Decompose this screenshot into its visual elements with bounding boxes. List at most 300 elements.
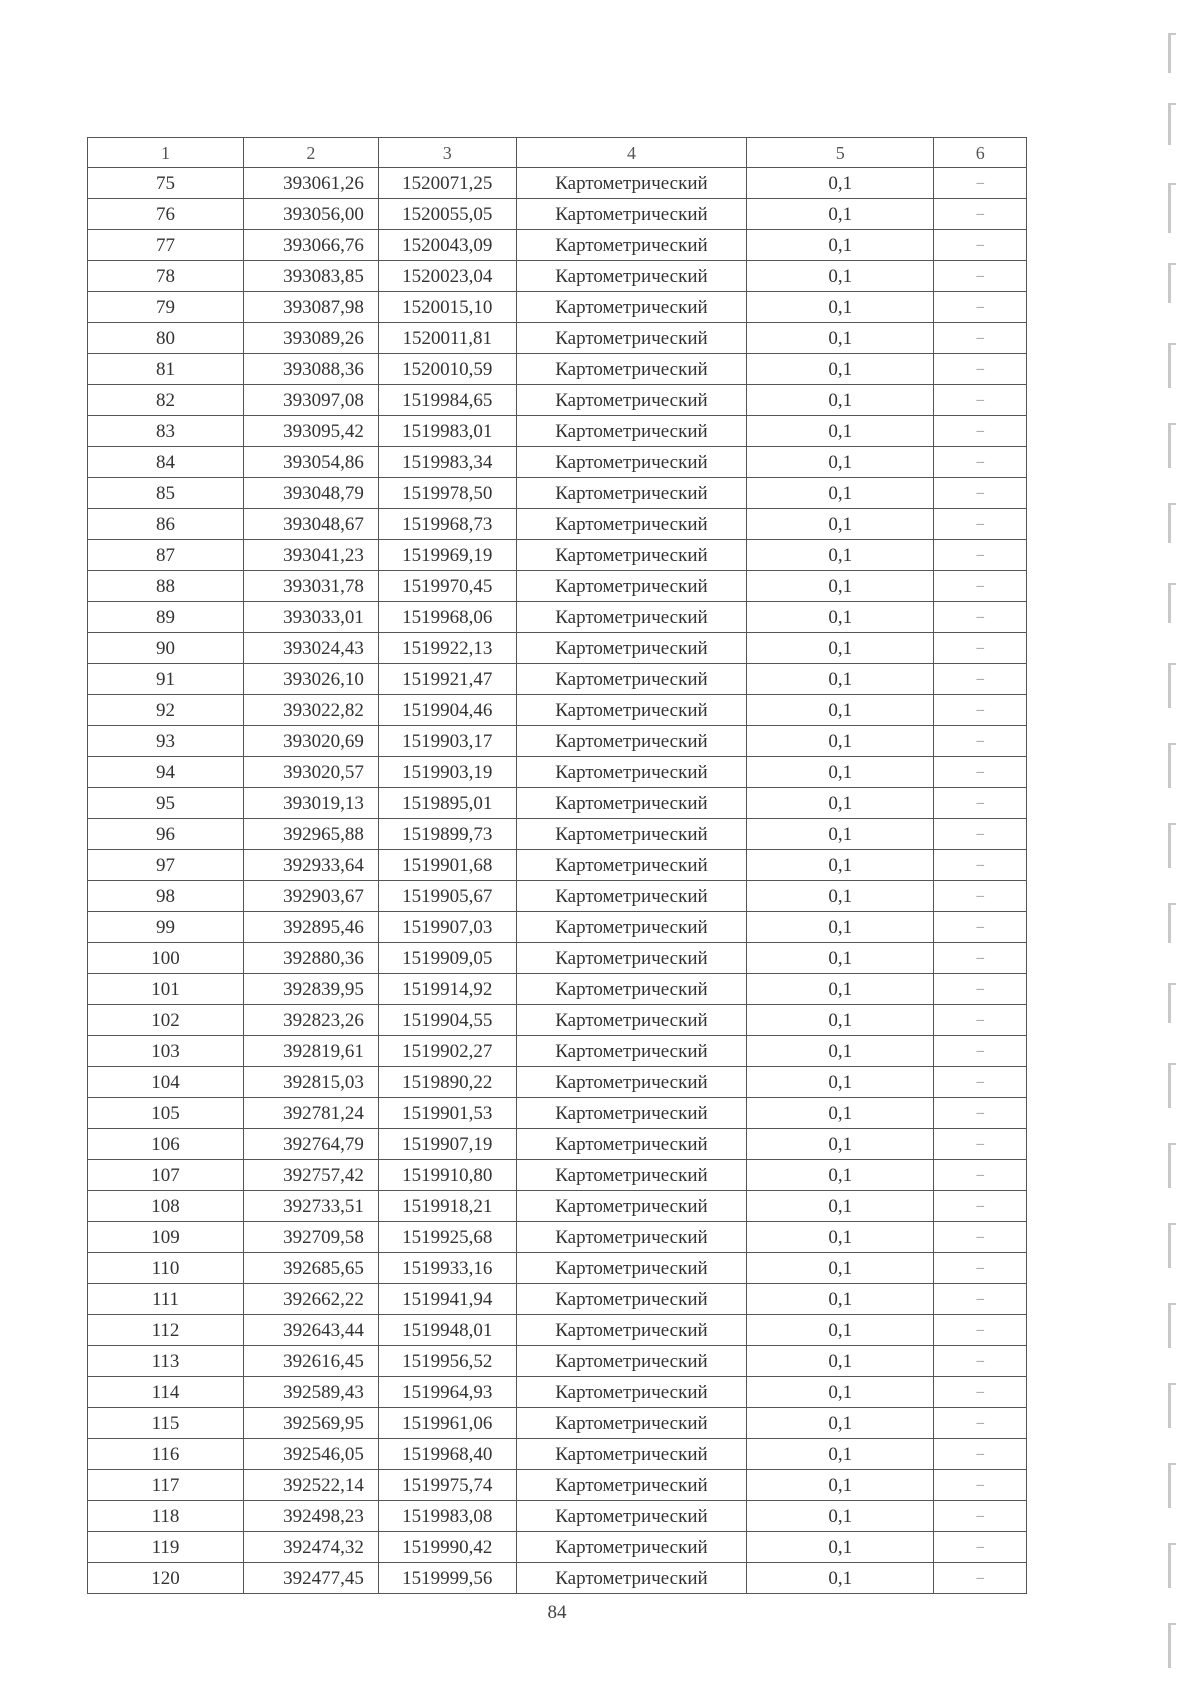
point-number-cell: 108 bbox=[88, 1191, 244, 1222]
y-coordinate-cell: 1519964,93 bbox=[378, 1377, 516, 1408]
method-cell: Картометрический bbox=[516, 540, 746, 571]
method-cell: Картометрический bbox=[516, 1470, 746, 1501]
note-cell: – bbox=[934, 571, 1027, 602]
note-cell: – bbox=[934, 1129, 1027, 1160]
point-number-cell: 93 bbox=[88, 726, 244, 757]
point-number-cell: 101 bbox=[88, 974, 244, 1005]
x-coordinate-cell: 393087,98 bbox=[243, 292, 378, 323]
point-number-cell: 116 bbox=[88, 1439, 244, 1470]
y-coordinate-cell: 1519901,53 bbox=[378, 1098, 516, 1129]
header-cell-5: 5 bbox=[747, 138, 934, 168]
table-row bbox=[88, 757, 1027, 788]
table-row bbox=[88, 540, 1027, 571]
note-cell: – bbox=[934, 1222, 1027, 1253]
accuracy-cell: 0,1 bbox=[747, 1067, 934, 1098]
accuracy-cell: 0,1 bbox=[747, 168, 934, 199]
x-coordinate-cell: 393088,36 bbox=[243, 354, 378, 385]
table-row bbox=[88, 695, 1027, 726]
table-row bbox=[88, 1470, 1027, 1501]
accuracy-cell: 0,1 bbox=[747, 1160, 934, 1191]
method-cell: Картометрический bbox=[516, 974, 746, 1005]
accuracy-cell: 0,1 bbox=[747, 478, 934, 509]
y-coordinate-cell: 1519918,21 bbox=[378, 1191, 516, 1222]
y-coordinate-cell: 1519983,34 bbox=[378, 447, 516, 478]
accuracy-cell: 0,1 bbox=[747, 1470, 934, 1501]
x-coordinate-cell: 393033,01 bbox=[243, 602, 378, 633]
note-cell: – bbox=[934, 602, 1027, 633]
x-coordinate-cell: 392662,22 bbox=[243, 1284, 378, 1315]
accuracy-cell: 0,1 bbox=[747, 664, 934, 695]
table-row bbox=[88, 1253, 1027, 1284]
accuracy-cell: 0,1 bbox=[747, 292, 934, 323]
accuracy-cell: 0,1 bbox=[747, 1036, 934, 1067]
x-coordinate-cell: 392965,88 bbox=[243, 819, 378, 850]
note-cell: – bbox=[934, 199, 1027, 230]
table-row bbox=[88, 571, 1027, 602]
table-row bbox=[88, 633, 1027, 664]
note-cell: – bbox=[934, 1191, 1027, 1222]
accuracy-cell: 0,1 bbox=[747, 385, 934, 416]
table-row bbox=[88, 1346, 1027, 1377]
y-coordinate-cell: 1519903,17 bbox=[378, 726, 516, 757]
accuracy-cell: 0,1 bbox=[747, 850, 934, 881]
x-coordinate-cell: 393066,76 bbox=[243, 230, 378, 261]
note-cell: – bbox=[934, 1532, 1027, 1563]
header-cell-6: 6 bbox=[934, 138, 1027, 168]
note-cell: – bbox=[934, 1160, 1027, 1191]
x-coordinate-cell: 392933,64 bbox=[243, 850, 378, 881]
y-coordinate-cell: 1519941,94 bbox=[378, 1284, 516, 1315]
point-number-cell: 111 bbox=[88, 1284, 244, 1315]
point-number-cell: 95 bbox=[88, 788, 244, 819]
point-number-cell: 94 bbox=[88, 757, 244, 788]
accuracy-cell: 0,1 bbox=[747, 602, 934, 633]
x-coordinate-cell: 392474,32 bbox=[243, 1532, 378, 1563]
method-cell: Картометрический bbox=[516, 819, 746, 850]
point-number-cell: 112 bbox=[88, 1315, 244, 1346]
note-cell: – bbox=[934, 447, 1027, 478]
point-number-cell: 87 bbox=[88, 540, 244, 571]
x-coordinate-cell: 393041,23 bbox=[243, 540, 378, 571]
point-number-cell: 99 bbox=[88, 912, 244, 943]
y-coordinate-cell: 1519978,50 bbox=[378, 478, 516, 509]
y-coordinate-cell: 1519904,55 bbox=[378, 1005, 516, 1036]
note-cell: – bbox=[934, 168, 1027, 199]
table-row bbox=[88, 261, 1027, 292]
x-coordinate-cell: 392616,45 bbox=[243, 1346, 378, 1377]
y-coordinate-cell: 1519921,47 bbox=[378, 664, 516, 695]
x-coordinate-cell: 392522,14 bbox=[243, 1470, 378, 1501]
y-coordinate-cell: 1519999,56 bbox=[378, 1563, 516, 1594]
point-number-cell: 110 bbox=[88, 1253, 244, 1284]
point-number-cell: 80 bbox=[88, 323, 244, 354]
x-coordinate-cell: 392819,61 bbox=[243, 1036, 378, 1067]
y-coordinate-cell: 1519895,01 bbox=[378, 788, 516, 819]
method-cell: Картометрический bbox=[516, 478, 746, 509]
y-coordinate-cell: 1519909,05 bbox=[378, 943, 516, 974]
y-coordinate-cell: 1519904,46 bbox=[378, 695, 516, 726]
table-row bbox=[88, 1005, 1027, 1036]
accuracy-cell: 0,1 bbox=[747, 819, 934, 850]
accuracy-cell: 0,1 bbox=[747, 1222, 934, 1253]
table-row bbox=[88, 943, 1027, 974]
table-row bbox=[88, 726, 1027, 757]
table-row bbox=[88, 1408, 1027, 1439]
x-coordinate-cell: 392569,95 bbox=[243, 1408, 378, 1439]
note-cell: – bbox=[934, 1067, 1027, 1098]
note-cell: – bbox=[934, 509, 1027, 540]
note-cell: – bbox=[934, 1408, 1027, 1439]
table-row bbox=[88, 416, 1027, 447]
header-cell-1: 1 bbox=[88, 138, 244, 168]
x-coordinate-cell: 393061,26 bbox=[243, 168, 378, 199]
y-coordinate-cell: 1519933,16 bbox=[378, 1253, 516, 1284]
accuracy-cell: 0,1 bbox=[747, 1377, 934, 1408]
accuracy-cell: 0,1 bbox=[747, 974, 934, 1005]
method-cell: Картометрический bbox=[516, 1191, 746, 1222]
accuracy-cell: 0,1 bbox=[747, 726, 934, 757]
y-coordinate-cell: 1519899,73 bbox=[378, 819, 516, 850]
note-cell: – bbox=[934, 1501, 1027, 1532]
method-cell: Картометрический bbox=[516, 664, 746, 695]
point-number-cell: 105 bbox=[88, 1098, 244, 1129]
y-coordinate-cell: 1519910,80 bbox=[378, 1160, 516, 1191]
method-cell: Картометрический bbox=[516, 912, 746, 943]
x-coordinate-cell: 393022,82 bbox=[243, 695, 378, 726]
point-number-cell: 104 bbox=[88, 1067, 244, 1098]
y-coordinate-cell: 1519956,52 bbox=[378, 1346, 516, 1377]
accuracy-cell: 0,1 bbox=[747, 509, 934, 540]
note-cell: – bbox=[934, 850, 1027, 881]
x-coordinate-cell: 392903,67 bbox=[243, 881, 378, 912]
accuracy-cell: 0,1 bbox=[747, 757, 934, 788]
point-number-cell: 113 bbox=[88, 1346, 244, 1377]
method-cell: Картометрический bbox=[516, 1377, 746, 1408]
point-number-cell: 89 bbox=[88, 602, 244, 633]
note-cell: – bbox=[934, 943, 1027, 974]
note-cell: – bbox=[934, 1253, 1027, 1284]
point-number-cell: 117 bbox=[88, 1470, 244, 1501]
x-coordinate-cell: 393056,00 bbox=[243, 199, 378, 230]
x-coordinate-cell: 392764,79 bbox=[243, 1129, 378, 1160]
method-cell: Картометрический bbox=[516, 881, 746, 912]
x-coordinate-cell: 393054,86 bbox=[243, 447, 378, 478]
point-number-cell: 77 bbox=[88, 230, 244, 261]
x-coordinate-cell: 392589,43 bbox=[243, 1377, 378, 1408]
point-number-cell: 83 bbox=[88, 416, 244, 447]
x-coordinate-cell: 393020,69 bbox=[243, 726, 378, 757]
method-cell: Картометрический bbox=[516, 1129, 746, 1160]
table-row bbox=[88, 385, 1027, 416]
note-cell: – bbox=[934, 1036, 1027, 1067]
coordinates-table bbox=[87, 137, 1027, 1594]
point-number-cell: 100 bbox=[88, 943, 244, 974]
x-coordinate-cell: 393048,67 bbox=[243, 509, 378, 540]
method-cell: Картометрический bbox=[516, 261, 746, 292]
note-cell: – bbox=[934, 1005, 1027, 1036]
table-body bbox=[88, 138, 1027, 1594]
note-cell: – bbox=[934, 292, 1027, 323]
note-cell: – bbox=[934, 1098, 1027, 1129]
method-cell: Картометрический bbox=[516, 1036, 746, 1067]
x-coordinate-cell: 393048,79 bbox=[243, 478, 378, 509]
accuracy-cell: 0,1 bbox=[747, 540, 934, 571]
accuracy-cell: 0,1 bbox=[747, 1346, 934, 1377]
method-cell: Картометрический bbox=[516, 1315, 746, 1346]
x-coordinate-cell: 392546,05 bbox=[243, 1439, 378, 1470]
method-cell: Картометрический bbox=[516, 323, 746, 354]
table-row bbox=[88, 602, 1027, 633]
note-cell: – bbox=[934, 1315, 1027, 1346]
table-row bbox=[88, 447, 1027, 478]
note-cell: – bbox=[934, 261, 1027, 292]
note-cell: – bbox=[934, 726, 1027, 757]
x-coordinate-cell: 393083,85 bbox=[243, 261, 378, 292]
accuracy-cell: 0,1 bbox=[747, 1129, 934, 1160]
accuracy-cell: 0,1 bbox=[747, 323, 934, 354]
point-number-cell: 102 bbox=[88, 1005, 244, 1036]
method-cell: Картометрический bbox=[516, 757, 746, 788]
method-cell: Картометрический bbox=[516, 850, 746, 881]
note-cell: – bbox=[934, 478, 1027, 509]
x-coordinate-cell: 392823,26 bbox=[243, 1005, 378, 1036]
x-coordinate-cell: 392498,23 bbox=[243, 1501, 378, 1532]
point-number-cell: 106 bbox=[88, 1129, 244, 1160]
point-number-cell: 96 bbox=[88, 819, 244, 850]
point-number-cell: 98 bbox=[88, 881, 244, 912]
method-cell: Картометрический bbox=[516, 509, 746, 540]
y-coordinate-cell: 1519907,19 bbox=[378, 1129, 516, 1160]
accuracy-cell: 0,1 bbox=[747, 1408, 934, 1439]
accuracy-cell: 0,1 bbox=[747, 1563, 934, 1594]
table-row bbox=[88, 354, 1027, 385]
table-row bbox=[88, 912, 1027, 943]
page-number: 84 bbox=[547, 1602, 567, 1623]
x-coordinate-cell: 393095,42 bbox=[243, 416, 378, 447]
accuracy-cell: 0,1 bbox=[747, 912, 934, 943]
point-number-cell: 107 bbox=[88, 1160, 244, 1191]
accuracy-cell: 0,1 bbox=[747, 788, 934, 819]
point-number-cell: 81 bbox=[88, 354, 244, 385]
note-cell: – bbox=[934, 757, 1027, 788]
method-cell: Картометрический bbox=[516, 1346, 746, 1377]
table-row bbox=[88, 850, 1027, 881]
method-cell: Картометрический bbox=[516, 571, 746, 602]
y-coordinate-cell: 1519901,68 bbox=[378, 850, 516, 881]
y-coordinate-cell: 1520071,25 bbox=[378, 168, 516, 199]
x-coordinate-cell: 392477,45 bbox=[243, 1563, 378, 1594]
point-number-cell: 103 bbox=[88, 1036, 244, 1067]
point-number-cell: 84 bbox=[88, 447, 244, 478]
table-row bbox=[88, 323, 1027, 354]
y-coordinate-cell: 1519983,08 bbox=[378, 1501, 516, 1532]
method-cell: Картометрический bbox=[516, 1067, 746, 1098]
note-cell: – bbox=[934, 788, 1027, 819]
method-cell: Картометрический bbox=[516, 1439, 746, 1470]
table-row bbox=[88, 199, 1027, 230]
method-cell: Картометрический bbox=[516, 1005, 746, 1036]
table-row bbox=[88, 1098, 1027, 1129]
method-cell: Картометрический bbox=[516, 633, 746, 664]
note-cell: – bbox=[934, 385, 1027, 416]
accuracy-cell: 0,1 bbox=[747, 1098, 934, 1129]
y-coordinate-cell: 1519984,65 bbox=[378, 385, 516, 416]
table-row bbox=[88, 1439, 1027, 1470]
method-cell: Картометрический bbox=[516, 726, 746, 757]
method-cell: Картометрический bbox=[516, 602, 746, 633]
method-cell: Картометрический bbox=[516, 354, 746, 385]
note-cell: – bbox=[934, 664, 1027, 695]
accuracy-cell: 0,1 bbox=[747, 199, 934, 230]
note-cell: – bbox=[934, 230, 1027, 261]
point-number-cell: 118 bbox=[88, 1501, 244, 1532]
method-cell: Картометрический bbox=[516, 230, 746, 261]
note-cell: – bbox=[934, 1439, 1027, 1470]
x-coordinate-cell: 393089,26 bbox=[243, 323, 378, 354]
y-coordinate-cell: 1519968,40 bbox=[378, 1439, 516, 1470]
method-cell: Картометрический bbox=[516, 447, 746, 478]
point-number-cell: 97 bbox=[88, 850, 244, 881]
accuracy-cell: 0,1 bbox=[747, 261, 934, 292]
accuracy-cell: 0,1 bbox=[747, 1253, 934, 1284]
method-cell: Картометрический bbox=[516, 199, 746, 230]
note-cell: – bbox=[934, 416, 1027, 447]
table-row bbox=[88, 1532, 1027, 1563]
point-number-cell: 86 bbox=[88, 509, 244, 540]
accuracy-cell: 0,1 bbox=[747, 881, 934, 912]
y-coordinate-cell: 1519968,06 bbox=[378, 602, 516, 633]
note-cell: – bbox=[934, 354, 1027, 385]
note-cell: – bbox=[934, 540, 1027, 571]
table-row bbox=[88, 509, 1027, 540]
y-coordinate-cell: 1519968,73 bbox=[378, 509, 516, 540]
method-cell: Картометрический bbox=[516, 1501, 746, 1532]
accuracy-cell: 0,1 bbox=[747, 416, 934, 447]
y-coordinate-cell: 1519990,42 bbox=[378, 1532, 516, 1563]
point-number-cell: 76 bbox=[88, 199, 244, 230]
table-row bbox=[88, 1036, 1027, 1067]
x-coordinate-cell: 392685,65 bbox=[243, 1253, 378, 1284]
method-cell: Картометрический bbox=[516, 1532, 746, 1563]
method-cell: Картометрический bbox=[516, 1160, 746, 1191]
x-coordinate-cell: 393024,43 bbox=[243, 633, 378, 664]
point-number-cell: 78 bbox=[88, 261, 244, 292]
point-number-cell: 79 bbox=[88, 292, 244, 323]
method-cell: Картометрический bbox=[516, 168, 746, 199]
accuracy-cell: 0,1 bbox=[747, 633, 934, 664]
y-coordinate-cell: 1519970,45 bbox=[378, 571, 516, 602]
accuracy-cell: 0,1 bbox=[747, 447, 934, 478]
point-number-cell: 119 bbox=[88, 1532, 244, 1563]
point-number-cell: 109 bbox=[88, 1222, 244, 1253]
accuracy-cell: 0,1 bbox=[747, 230, 934, 261]
method-cell: Картометрический bbox=[516, 1253, 746, 1284]
method-cell: Картометрический bbox=[516, 416, 746, 447]
y-coordinate-cell: 1519975,74 bbox=[378, 1470, 516, 1501]
point-number-cell: 115 bbox=[88, 1408, 244, 1439]
note-cell: – bbox=[934, 881, 1027, 912]
table-row bbox=[88, 1160, 1027, 1191]
point-number-cell: 85 bbox=[88, 478, 244, 509]
accuracy-cell: 0,1 bbox=[747, 1501, 934, 1532]
x-coordinate-cell: 392781,24 bbox=[243, 1098, 378, 1129]
header-cell-4: 4 bbox=[516, 138, 746, 168]
y-coordinate-cell: 1519890,22 bbox=[378, 1067, 516, 1098]
x-coordinate-cell: 392815,03 bbox=[243, 1067, 378, 1098]
note-cell: – bbox=[934, 1470, 1027, 1501]
y-coordinate-cell: 1519983,01 bbox=[378, 416, 516, 447]
header-cell-2: 2 bbox=[243, 138, 378, 168]
point-number-cell: 120 bbox=[88, 1563, 244, 1594]
x-coordinate-cell: 392895,46 bbox=[243, 912, 378, 943]
table-row bbox=[88, 1284, 1027, 1315]
accuracy-cell: 0,1 bbox=[747, 1005, 934, 1036]
note-cell: – bbox=[934, 323, 1027, 354]
method-cell: Картометрический bbox=[516, 292, 746, 323]
y-coordinate-cell: 1520011,81 bbox=[378, 323, 516, 354]
point-number-cell: 114 bbox=[88, 1377, 244, 1408]
table-row bbox=[88, 1067, 1027, 1098]
table-row bbox=[88, 292, 1027, 323]
y-coordinate-cell: 1519902,27 bbox=[378, 1036, 516, 1067]
note-cell: – bbox=[934, 974, 1027, 1005]
table-row bbox=[88, 1191, 1027, 1222]
method-cell: Картометрический bbox=[516, 1563, 746, 1594]
y-coordinate-cell: 1520055,05 bbox=[378, 199, 516, 230]
x-coordinate-cell: 393019,13 bbox=[243, 788, 378, 819]
y-coordinate-cell: 1519903,19 bbox=[378, 757, 516, 788]
y-coordinate-cell: 1519925,68 bbox=[378, 1222, 516, 1253]
point-number-cell: 91 bbox=[88, 664, 244, 695]
x-coordinate-cell: 392757,42 bbox=[243, 1160, 378, 1191]
x-coordinate-cell: 392709,58 bbox=[243, 1222, 378, 1253]
note-cell: – bbox=[934, 695, 1027, 726]
y-coordinate-cell: 1519914,92 bbox=[378, 974, 516, 1005]
accuracy-cell: 0,1 bbox=[747, 1315, 934, 1346]
accuracy-cell: 0,1 bbox=[747, 571, 934, 602]
accuracy-cell: 0,1 bbox=[747, 354, 934, 385]
accuracy-cell: 0,1 bbox=[747, 1191, 934, 1222]
accuracy-cell: 0,1 bbox=[747, 943, 934, 974]
x-coordinate-cell: 393026,10 bbox=[243, 664, 378, 695]
y-coordinate-cell: 1520023,04 bbox=[378, 261, 516, 292]
note-cell: – bbox=[934, 1377, 1027, 1408]
table-row bbox=[88, 478, 1027, 509]
note-cell: – bbox=[934, 633, 1027, 664]
y-coordinate-cell: 1520015,10 bbox=[378, 292, 516, 323]
x-coordinate-cell: 392880,36 bbox=[243, 943, 378, 974]
table-row bbox=[88, 168, 1027, 199]
accuracy-cell: 0,1 bbox=[747, 695, 934, 726]
table-row bbox=[88, 664, 1027, 695]
accuracy-cell: 0,1 bbox=[747, 1284, 934, 1315]
table-row bbox=[88, 1129, 1027, 1160]
method-cell: Картометрический bbox=[516, 695, 746, 726]
x-coordinate-cell: 393020,57 bbox=[243, 757, 378, 788]
y-coordinate-cell: 1519907,03 bbox=[378, 912, 516, 943]
note-cell: – bbox=[934, 819, 1027, 850]
y-coordinate-cell: 1519905,67 bbox=[378, 881, 516, 912]
table-row bbox=[88, 1501, 1027, 1532]
note-cell: – bbox=[934, 1284, 1027, 1315]
header-cell-3: 3 bbox=[378, 138, 516, 168]
table-row bbox=[88, 819, 1027, 850]
method-cell: Картометрический bbox=[516, 943, 746, 974]
y-coordinate-cell: 1519961,06 bbox=[378, 1408, 516, 1439]
point-number-cell: 82 bbox=[88, 385, 244, 416]
accuracy-cell: 0,1 bbox=[747, 1439, 934, 1470]
x-coordinate-cell: 393031,78 bbox=[243, 571, 378, 602]
